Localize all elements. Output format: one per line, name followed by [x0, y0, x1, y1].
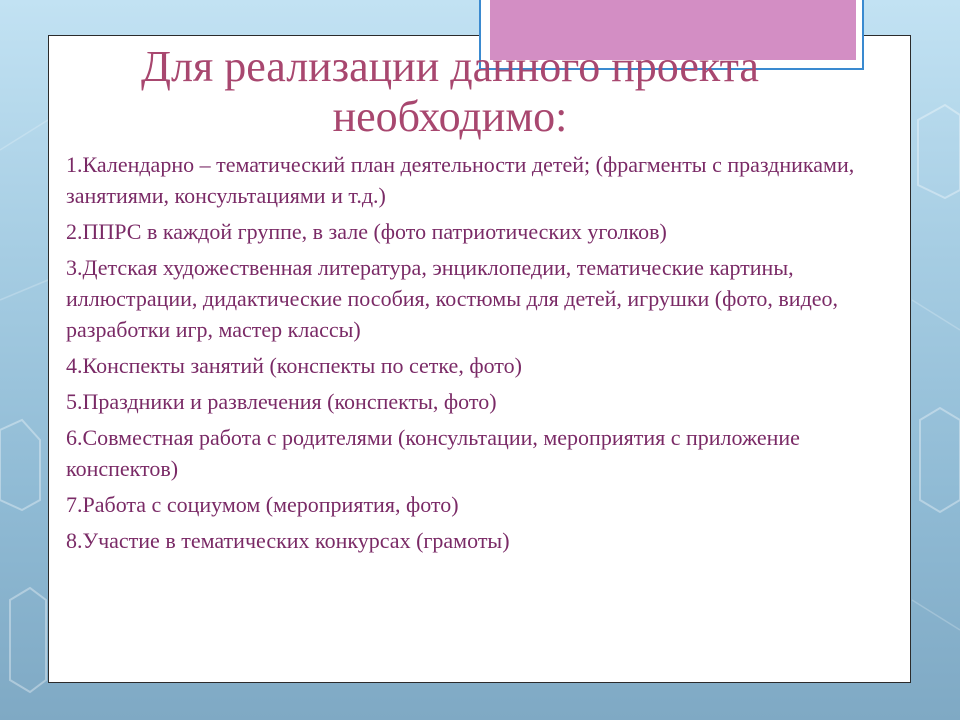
slide-title: Для реализации данного проекта необходимо:	[141, 42, 759, 141]
list-item: 6.Совместная работа с родителями (консультации, мероприятия с приложение конспектов)	[66, 425, 800, 481]
list-item: 4.Конспекты занятий (конспекты по сетке, фото)	[66, 353, 522, 378]
list-item: 7.Работа с социумом (мероприятия, фото)	[66, 492, 459, 517]
list-item: 3.Детская художественная литература, энциклопедии, тематические картины, иллюстрации, дидактические пособия, костюмы для детей, игрушки (фото, видео, разработки игр, мастер классы)	[66, 255, 839, 342]
list-item: 2.ППРС в каждой группе, в зале (фото патриотических уголков)	[66, 219, 667, 244]
requirements-list	[66, 149, 886, 561]
list-item: 8.Участие в тематических конкурсах (грамоты)	[66, 528, 510, 553]
list-item: 1.Календарно – тематический план деятельности детей; (фрагменты с праздниками, занятиями, консультациями и т.д.)	[66, 152, 855, 208]
list-item: 5.Праздники и развлечения (конспекты, фото)	[66, 389, 497, 414]
